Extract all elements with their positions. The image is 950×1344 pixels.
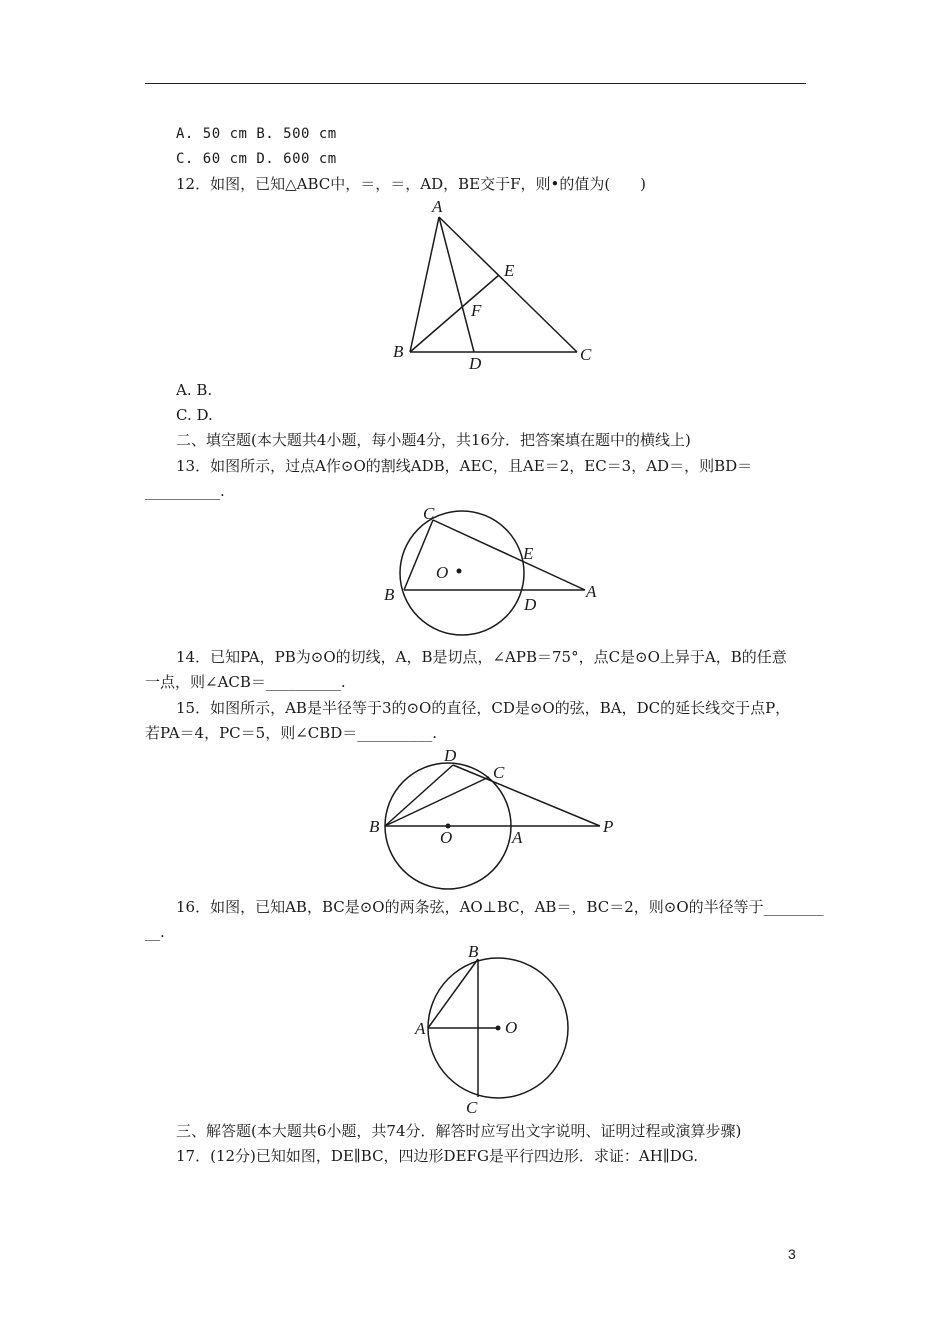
q11-options-row1: A. 50 cm B. 500 cm [176,126,337,142]
section3-heading: 三、解答题(本大题共6小题，共74分．解答时应写出文字说明、证明过程或演算步骤) [176,1122,742,1140]
label-b: B [369,817,380,836]
edge-ac [439,217,577,352]
q13-text-line1: 13．如图所示，过点A作⊙O的割线ADB，AEC，且AE＝2，EC＝3，AD＝，则BD＝ [176,457,753,475]
label-d: D [444,746,457,765]
label-a: A [432,197,443,216]
q12-options-row1: A. B. [176,381,213,399]
label-b: B [468,942,479,961]
q13-text-line2: __________. [145,482,225,500]
center-dot [496,1026,501,1031]
center-dot [457,569,462,574]
label-d: D [469,354,482,373]
label-b: B [384,585,395,604]
label-c: C [423,504,435,523]
label-o: O [436,563,449,582]
label-o: O [505,1018,518,1037]
label-e: E [523,544,534,563]
page-number: 3 [788,1246,796,1262]
label-o: O [440,828,453,847]
q11-options-row2: C. 60 cm D. 600 cm [176,151,337,167]
q12-text: 12．如图，已知△ABC中，＝，＝，AD，BE交于F，则•的值为( ) [176,175,647,193]
q16-circle-figure [408,942,588,1117]
header-rule [145,83,806,84]
section2-heading: 二、填空题(本大题共4小题，每小题4分，共16分．把答案填在题中的横线上) [176,431,691,449]
label-b: B [393,342,404,361]
label-a: A [512,828,523,847]
line-dp [453,765,600,826]
edge-ab [410,217,439,352]
q14-text-line2: 一点，则∠ACB＝__________. [145,673,346,691]
q16-text-line1: 16．如图，已知AB，BC是⊙O的两条弦，AO⊥BC，AB＝，BC＝2，则⊙O的半径等于________ [176,898,824,916]
label-a: A [586,582,597,601]
chord-cb [404,520,433,590]
label-f: F [471,301,482,320]
q15-text-line2: 若PA＝4，PC＝5，则∠CBD＝__________. [145,724,438,742]
q14-text-line1: 14．已知PA，PB为⊙O的切线，A，B是切点，∠APB＝75°，点C是⊙O上异于A，B的任意 [176,648,787,666]
q12-triangle-figure [385,195,615,375]
circle-o [400,511,524,635]
label-c: C [580,345,592,364]
label-a: A [415,1019,426,1038]
q12-options-row2: C. D. [176,406,213,424]
label-c: C [493,763,505,782]
label-e: E [504,261,515,280]
q17-text: 17．(12分)已知如图，DE∥BC，四边形DEFG是平行四边形．求证：AH∥DG. [176,1147,699,1165]
q16-text-line2: __. [145,923,165,941]
q13-circle-figure [378,498,608,643]
segment-ad [439,217,474,352]
secant-aec [433,520,585,590]
chord-bd [385,765,453,826]
q15-circle-figure [366,742,626,892]
label-p: P [603,817,614,836]
q15-text-line1: 15．如图所示，AB是半径等于3的⊙O的直径，CD是⊙O的弦，BA，DC的延长线交于点P， [176,699,791,717]
label-d: D [524,595,537,614]
label-c: C [466,1098,478,1117]
chord-ab [428,959,478,1028]
